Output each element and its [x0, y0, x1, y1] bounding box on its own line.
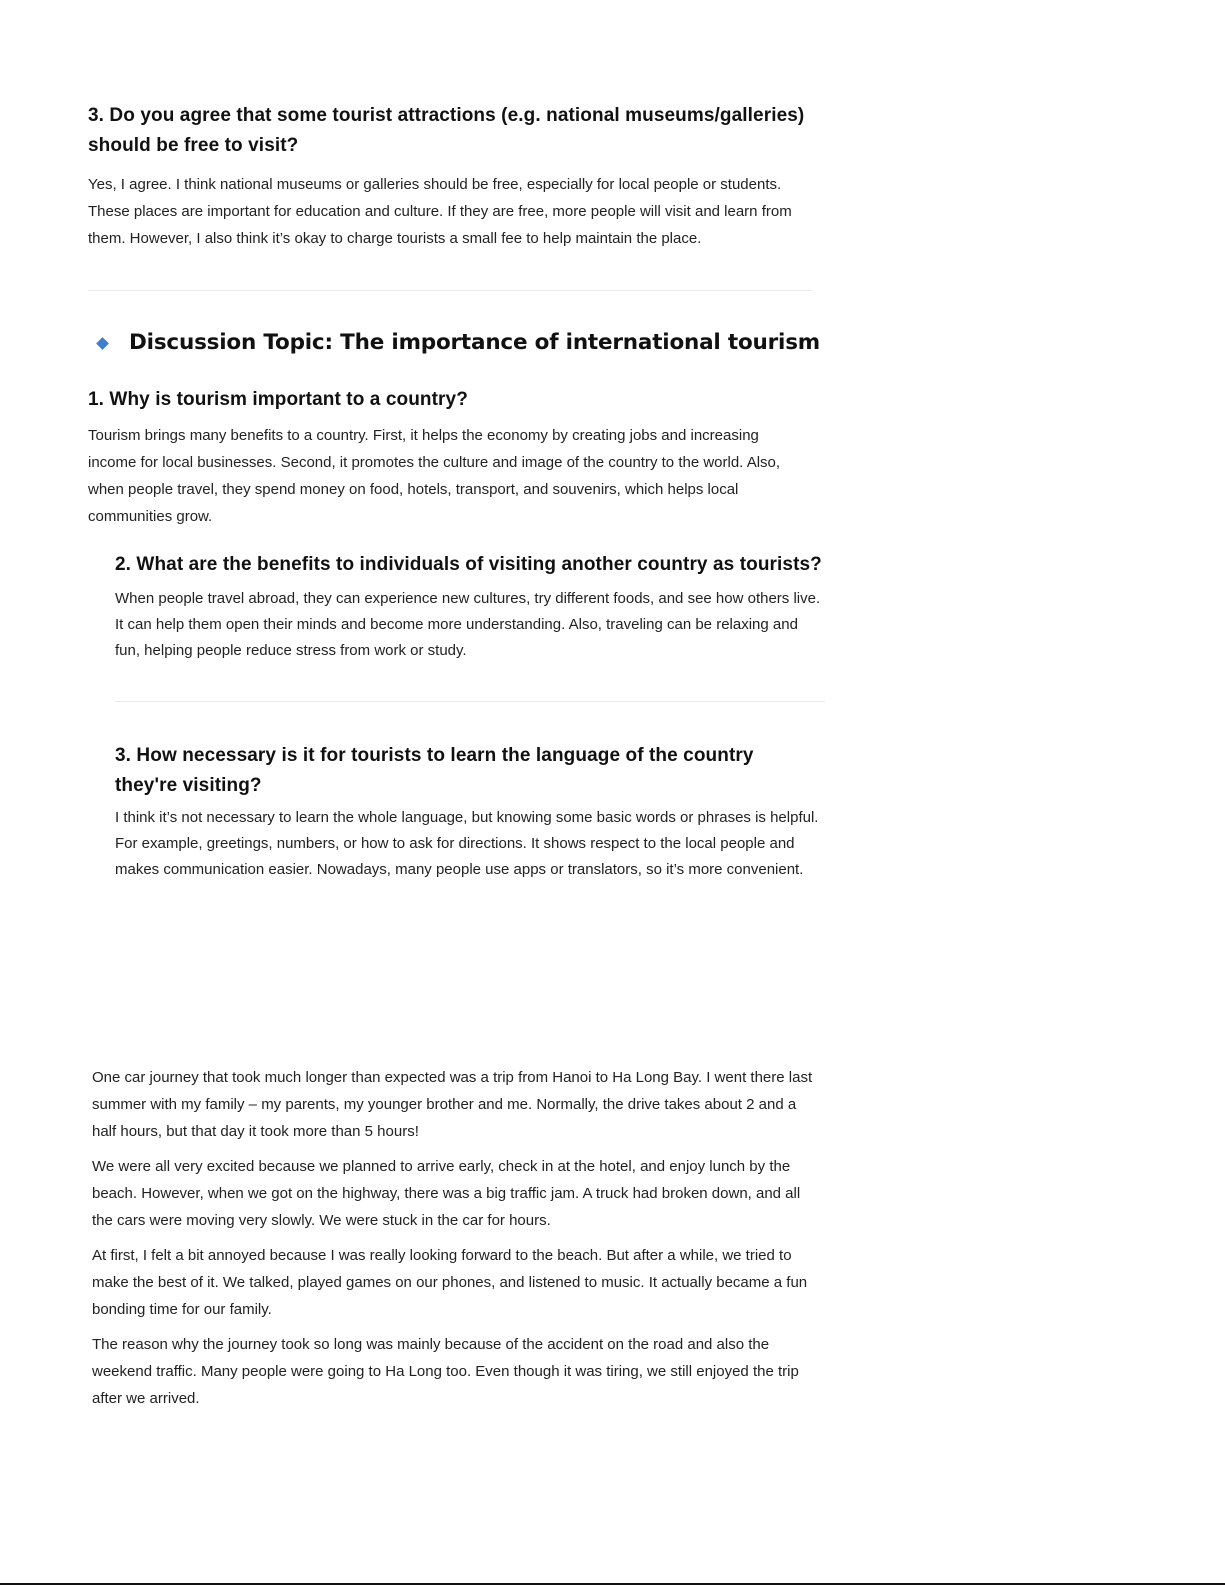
- diamond-bullet-icon: [96, 337, 109, 350]
- question-heading: 3. Do you agree that some tourist attractions (e.g. national museums/galleries) should be free to visit?: [88, 105, 805, 156]
- story-paragraph: The reason why the journey took so long was mainly because of the accident on the road and also the weekend traffic. Many people were going to Ha Long too. Even though it was tiring, we still enjoyed the trip after we arrived.: [92, 1336, 799, 1407]
- answer-paragraph: Tourism brings many benefits to a country. First, it helps the economy by creating jobs and increasing income for local businesses. Second, it promotes the culture and image of the country to the world. Also, when people travel, they spend money on food, hotels, transport, and souvenirs, which helps local communities grow.: [88, 427, 781, 525]
- question-heading: 1. Why is tourism important to a country?: [88, 389, 468, 410]
- story-paragraph: We were all very excited because we planned to arrive early, check in at the hotel, and enjoy lunch by the beach. However, when we got on the highway, there was a big traffic jam. A truck had broken down, and all the cars were moving very slowly. We were stuck in the car for hours.: [92, 1158, 801, 1229]
- answer-paragraph: I think it’s not necessary to learn the whole language, but knowing some basic words or phrases is helpful. For example, greetings, numbers, or how to ask for directions. It shows respect to the local people and makes communication easier. Nowadays, many people use apps or translators, so it’s more convenient.: [115, 809, 819, 878]
- divider: [88, 290, 812, 291]
- divider: [115, 701, 825, 702]
- discussion-q2: [115, 550, 830, 664]
- answer-paragraph: When people travel abroad, they can experience new cultures, try different foods, and see how others live. It can help them open their minds and become more understanding. Also, traveling can be relaxing and fun, helping people reduce stress from work or study.: [115, 590, 821, 659]
- question-heading: 3. How necessary is it for tourists to learn the language of the country they're visiting?: [115, 745, 754, 796]
- story-section: [92, 1064, 822, 1420]
- discussion-q1: [88, 385, 818, 530]
- question-heading: 2. What are the benefits to individuals of visiting another country as tourists?: [115, 554, 822, 575]
- story-paragraph: One car journey that took much longer than expected was a trip from Hanoi to Ha Long Bay. I went there last summer with my family – my parents, my younger brother and me. Normally, the drive takes about 2 and a half hours, but that day it took more than 5 hours!: [92, 1069, 813, 1140]
- answer-paragraph: Yes, I agree. I think national museums or galleries should be free, especially for local people or students. These places are important for education and culture. If they are free, more people will visit and learn from them. However, I also think it’s okay to charge tourists a small fee to help maintain the place.: [88, 176, 792, 247]
- discussion-q3: [115, 741, 830, 883]
- section-a-q3: [88, 101, 818, 252]
- discussion-topic: [88, 328, 820, 358]
- story-paragraph: At first, I felt a bit annoyed because I was really looking forward to the beach. But after a while, we tried to make the best of it. We talked, played games on our phones, and listened to music. It actually became a fun bonding time for our family.: [92, 1247, 808, 1318]
- discussion-heading: Discussion Topic: The importance of international tourism: [129, 330, 821, 355]
